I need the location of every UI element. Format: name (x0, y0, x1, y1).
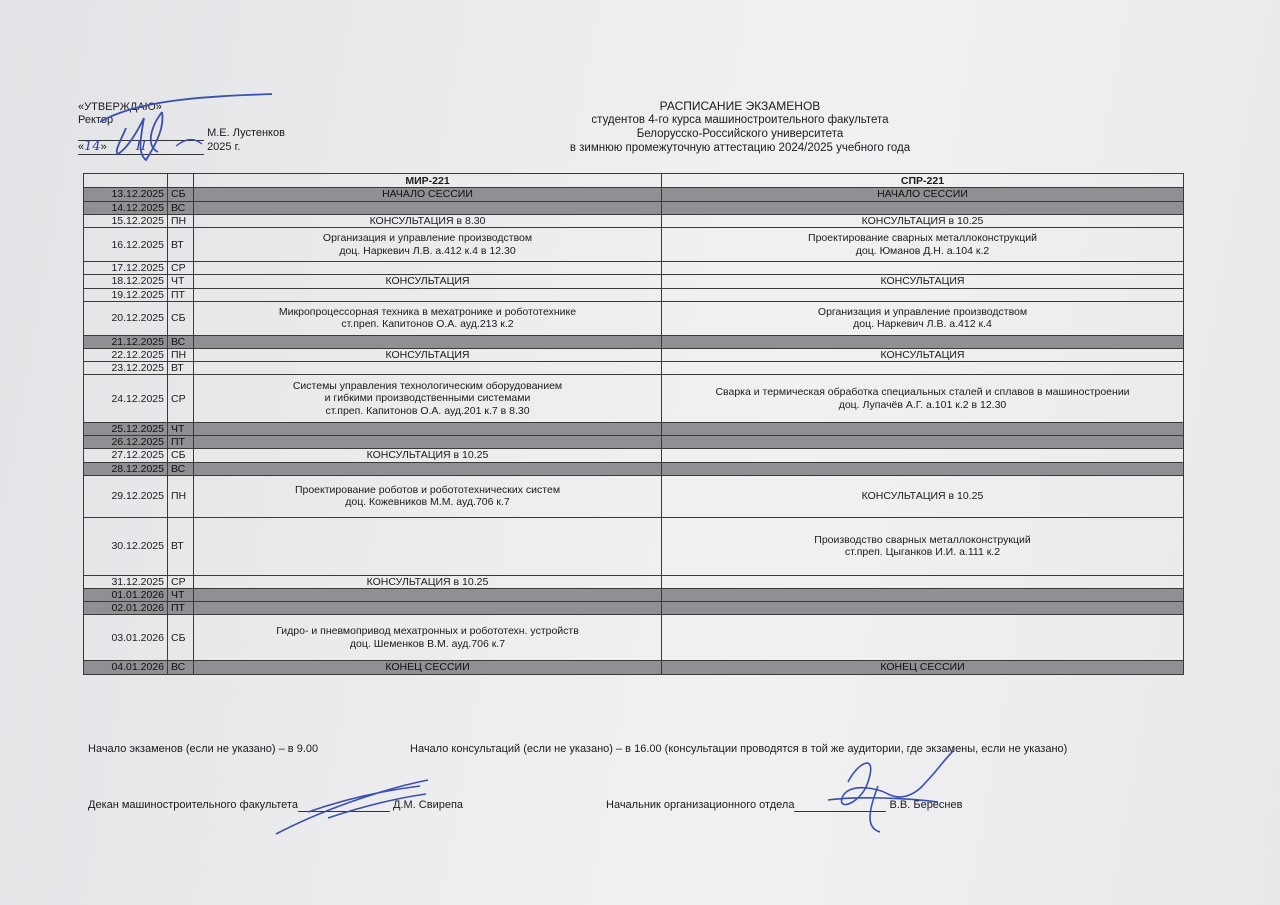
cell-text-line: Организация и управление производством (322, 232, 533, 244)
weekday-cell: СБ (168, 188, 194, 202)
table-row (84, 661, 1184, 675)
cell-text-line: доц. Кожевников М.М. ауд.706 к.7 (345, 496, 510, 508)
table-row (84, 335, 1184, 348)
cell-text-line: КОНСУЛЬТАЦИЯ в 10.25 (366, 575, 489, 588)
spr-221-cell (662, 301, 1184, 335)
cell-text-line: КОНСУЛЬТАЦИЯ (880, 275, 965, 287)
mir-221-cell (194, 517, 662, 575)
weekday-cell: ВС (168, 335, 194, 348)
table-header-row (84, 174, 1184, 188)
spr-221-cell (662, 602, 1184, 615)
mir-221-cell (194, 661, 662, 675)
date-cell: 29.12.2025 (84, 475, 168, 517)
table-row (84, 362, 1184, 375)
weekday-cell: СР (168, 575, 194, 589)
table-row (84, 615, 1184, 661)
cell-text-line: КОНЕЦ СЕССИИ (880, 661, 965, 673)
weekday-cell: ПТ (168, 436, 194, 449)
header-date-cell (84, 174, 168, 188)
org-role: Начальник организационного отдела (606, 799, 795, 811)
mir-221-cell (194, 201, 662, 214)
table-body (84, 188, 1184, 675)
spr-221-cell (662, 517, 1184, 575)
header-line-1: студентов 4-го курса машиностроительного факультета (591, 114, 889, 126)
weekday-cell: ЧТ (168, 423, 194, 436)
mir-221-cell (194, 423, 662, 436)
table-row (84, 475, 1184, 517)
header-day-cell (168, 174, 194, 188)
spr-221-cell (662, 423, 1184, 436)
date-cell: 23.12.2025 (84, 362, 168, 375)
table-row (84, 201, 1184, 214)
spr-221-cell (662, 661, 1184, 675)
mir-221-cell (194, 602, 662, 615)
exam-schedule-table (83, 173, 1184, 675)
weekday-cell: ВТ (168, 517, 194, 575)
table-row (84, 348, 1184, 362)
dean-name: Д.М. Свирепа (393, 799, 464, 811)
table-row (84, 262, 1184, 275)
table-row (84, 589, 1184, 602)
date-cell: 14.12.2025 (84, 201, 168, 214)
date-cell: 26.12.2025 (84, 436, 168, 449)
spr-221-cell (662, 335, 1184, 348)
weekday-cell: ВС (168, 661, 194, 675)
cell-text-line: ст.преп. Капитонов О.А. ауд.201 к.7 в 8.30 (325, 404, 530, 417)
date-cell: 01.01.2026 (84, 589, 168, 602)
cell-text-line: КОНСУЛЬТАЦИЯ в 8.30 (369, 214, 486, 227)
date-cell: 22.12.2025 (84, 348, 168, 362)
mir-221-cell (194, 475, 662, 517)
weekday-cell: СР (168, 375, 194, 423)
cell-text-line: КОНСУЛЬТАЦИЯ в 10.25 (861, 489, 984, 502)
cell-text-line: Системы управления технологическим оборудованием (292, 379, 563, 392)
mir-221-cell (194, 436, 662, 449)
table-row (84, 423, 1184, 436)
weekday-cell: ВТ (168, 362, 194, 375)
cell-text-line: КОНЕЦ СЕССИИ (385, 661, 470, 673)
spr-221-cell (662, 436, 1184, 449)
spr-221-cell (662, 475, 1184, 517)
date-cell: 28.12.2025 (84, 462, 168, 475)
table-row (84, 228, 1184, 262)
spr-221-cell (662, 262, 1184, 275)
spr-221-cell (662, 375, 1184, 423)
table-row (84, 301, 1184, 335)
cell-text-line: НАЧАЛО СЕССИИ (877, 188, 968, 200)
weekday-cell: ПТ (168, 288, 194, 301)
mir-221-cell (194, 188, 662, 202)
spr-221-cell (662, 462, 1184, 475)
cell-text-line: доц. Наркевич Л.В. а.412 к.4 (853, 318, 992, 330)
date-cell: 25.12.2025 (84, 423, 168, 436)
spr-221-cell (662, 201, 1184, 214)
approval-year: 2025 г. (207, 141, 241, 153)
date-cell: 03.01.2026 (84, 615, 168, 661)
table-row (84, 436, 1184, 449)
weekday-cell: ПН (168, 475, 194, 517)
spr-221-cell (662, 589, 1184, 602)
spr-221-cell (662, 188, 1184, 202)
date-cell: 20.12.2025 (84, 301, 168, 335)
mir-221-cell (194, 589, 662, 602)
weekday-cell: СБ (168, 449, 194, 463)
mir-221-cell (194, 301, 662, 335)
table-row (84, 575, 1184, 589)
approval-role: Ректор (78, 114, 114, 126)
spr-221-cell (662, 348, 1184, 362)
date-cell: 19.12.2025 (84, 288, 168, 301)
weekday-cell: ВС (168, 462, 194, 475)
weekday-cell: ВС (168, 201, 194, 214)
mir-221-cell (194, 375, 662, 423)
approval-month: II (135, 139, 147, 154)
date-cell: 30.12.2025 (84, 517, 168, 575)
table-row (84, 288, 1184, 301)
cell-text-line: НАЧАЛО СЕССИИ (382, 188, 473, 200)
weekday-cell: ЧТ (168, 275, 194, 289)
spr-221-cell (662, 214, 1184, 228)
cell-text-line: КОНСУЛЬТАЦИЯ (880, 348, 965, 361)
spr-221-cell (662, 288, 1184, 301)
date-cell: 16.12.2025 (84, 228, 168, 262)
header-line-2: Белорусско-Российского университета (636, 128, 844, 140)
date-cell: 27.12.2025 (84, 449, 168, 463)
dean-signature (268, 772, 438, 842)
date-cell: 04.01.2026 (84, 661, 168, 675)
spr-221-cell (662, 362, 1184, 375)
table-row (84, 602, 1184, 615)
org-name: В.В. Береснев (889, 799, 963, 811)
cell-text-line: КОНСУЛЬТАЦИЯ (385, 275, 470, 287)
weekday-cell: ПТ (168, 602, 194, 615)
cell-text-line: доц. Юманов Д.Н. а.104 к.2 (855, 244, 990, 257)
cell-text-line: Организация и управление производством (817, 305, 1028, 318)
cell-text-line: Гидро- и пневмопривод мехатронных и робототехн. устройств (276, 625, 579, 637)
org-signature (808, 742, 968, 842)
date-cell: 31.12.2025 (84, 575, 168, 589)
mir-221-cell (194, 348, 662, 362)
approval-day-close: » (100, 141, 107, 153)
mir-221-cell (194, 214, 662, 228)
cell-text-line: ст.преп. Цыганков И.И. а.111 к.2 (844, 546, 1001, 558)
cell-text-line: доц. Лупачёв А.Г. а.101 к.2 в 12.30 (838, 398, 1007, 411)
approval-day-open: « (78, 141, 85, 153)
cell-text-line: Проектирование сварных металлоконструкций (808, 232, 1037, 244)
rector-name: М.Е. Лустенков (207, 127, 285, 139)
table-row (84, 517, 1184, 575)
date-cell: 15.12.2025 (84, 214, 168, 228)
cell-text-line: КОНСУЛЬТАЦИЯ в 10.25 (366, 449, 489, 461)
table-row (84, 449, 1184, 463)
page-title: РАСПИСАНИЕ ЭКЗАМЕНОВ (659, 99, 821, 113)
weekday-cell: ПН (168, 214, 194, 228)
date-cell: 24.12.2025 (84, 375, 168, 423)
spr-221-cell (662, 228, 1184, 262)
header-line-3: в зимнюю промежуточную аттестацию 2024/2025 учебного года (569, 142, 911, 154)
cell-text-line: Производство сварных металлоконструкций (814, 533, 1031, 546)
table-row (84, 275, 1184, 289)
approval-day: 14 (84, 139, 101, 154)
table-row (84, 188, 1184, 202)
weekday-cell: СР (168, 262, 194, 275)
weekday-cell: СБ (168, 301, 194, 335)
weekday-cell: ЧТ (168, 589, 194, 602)
exam-start-note: Начало экзаменов (если не указано) – в 9.00 (88, 743, 319, 755)
dean-role: Декан машиностроительного факультета (88, 799, 298, 811)
weekday-cell: СБ (168, 615, 194, 661)
mir-221-cell (194, 288, 662, 301)
column-header-mir-221: МИР-221 (194, 174, 662, 188)
spr-221-cell (662, 575, 1184, 589)
mir-221-cell (194, 262, 662, 275)
cell-text-line: и гибкими производственными системами (324, 392, 531, 405)
schedule-header (540, 99, 940, 155)
cell-text-line: КОНСУЛЬТАЦИЯ в 10.25 (861, 214, 984, 227)
spr-221-cell (662, 275, 1184, 289)
spr-221-cell (662, 615, 1184, 661)
rector-signature (80, 88, 280, 168)
column-header-spr-221: СПР-221 (662, 174, 1184, 188)
mir-221-cell (194, 275, 662, 289)
cell-text-line: доц. Наркевич Л.В. а.412 к.4 в 12.30 (339, 244, 516, 257)
date-cell: 21.12.2025 (84, 335, 168, 348)
cell-text-line: доц. Шеменков В.М. ауд.706 к.7 (349, 637, 506, 650)
cell-text-line: КОНСУЛЬТАЦИЯ (385, 348, 470, 361)
weekday-cell: ВТ (168, 228, 194, 262)
spr-221-cell (662, 449, 1184, 463)
date-cell: 18.12.2025 (84, 275, 168, 289)
mir-221-cell (194, 462, 662, 475)
date-cell: 02.01.2026 (84, 602, 168, 615)
mir-221-cell (194, 362, 662, 375)
mir-221-cell (194, 615, 662, 661)
approval-stamp: «УТВЕРЖДАЮ» (78, 101, 162, 113)
date-cell: 17.12.2025 (84, 262, 168, 275)
date-cell: 13.12.2025 (84, 188, 168, 202)
mir-221-cell (194, 335, 662, 348)
cell-text-line: Проектирование роботов и робототехнических систем (294, 483, 561, 496)
cell-text-line: ст.преп. Капитонов О.А. ауд.213 к.2 (341, 318, 514, 330)
mir-221-cell (194, 575, 662, 589)
table-row (84, 462, 1184, 475)
table-row (84, 375, 1184, 423)
consultation-start-note: Начало консультаций (если не указано) – в 16.00 (консультации проводятся в той же аудитории, где экзамены, если не указано) (410, 743, 1068, 755)
cell-text-line: Сварка и термическая обработка специальных сталей и сплавов в машиностроении (715, 386, 1130, 398)
cell-text-line: Микропроцессорная техника в мехатронике и робототехнике (278, 305, 577, 318)
mir-221-cell (194, 449, 662, 463)
weekday-cell: ПН (168, 348, 194, 362)
mir-221-cell (194, 228, 662, 262)
table-row (84, 214, 1184, 228)
